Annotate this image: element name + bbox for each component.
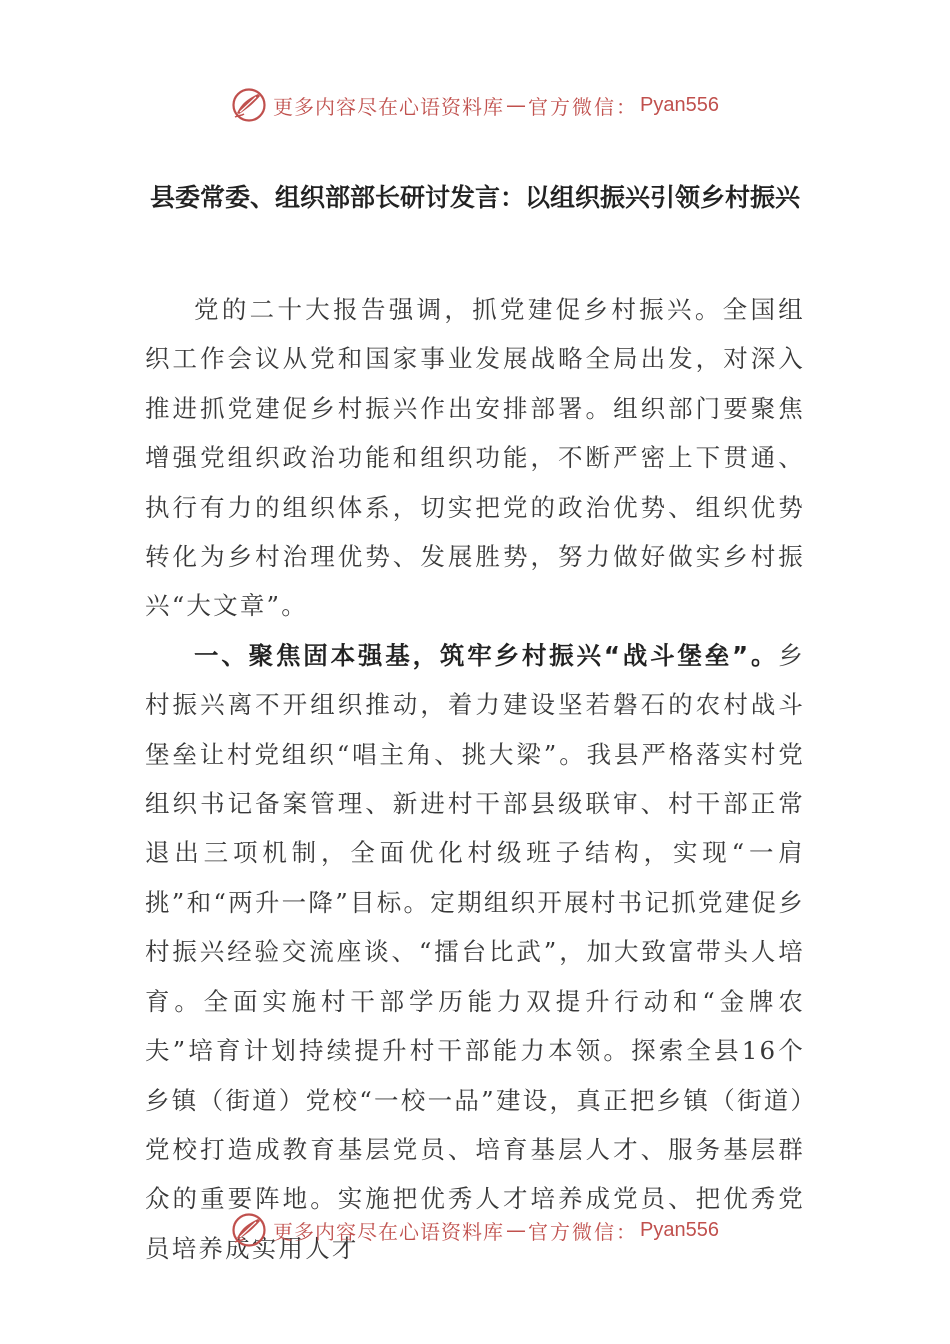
- banner-main-text: 更多内容尽在心语资料库: [273, 1219, 505, 1244]
- paragraph-text: 乡村振兴离不开组织推动，着力建设坚若磐石的农村战斗堡垒让村党组织“唱主角、挑大梁”。我县严格落实村党组织书记备案管理、新进村干部县级联审、村干部正常退出三项机制，全面优化村级班子结构，实现“一肩挑”和“两升一降”目标。定期组织开展村书记抓党建促乡村振兴经验交流座谈、“擂台比武”，加大致富带头人培育。全面实施村干部学历能力双提升行动和“金牌农夫”培育计划持续提升村干部能力本领。探索全县16个乡镇（街道）党校“一校一品”建设，真正把乡镇（街道）党校打造成教育基层党员、培育基层人才、服务基层群众的重要阵地。实施把优秀人才培养成党员、把优秀党员培养成实用人才: [145, 640, 805, 1263]
- document-body: [145, 285, 805, 1273]
- banner-official-label: 官方微信：: [528, 94, 639, 119]
- watermark-banner-bottom: [0, 1205, 950, 1255]
- paragraph-intro: [145, 285, 805, 631]
- pen-logo-icon: [231, 1212, 267, 1248]
- banner-wechat-id: Pyan556: [640, 93, 719, 116]
- banner-dash: —: [506, 93, 527, 117]
- section-heading: 一、聚焦固本强基，筑牢乡村振兴“战斗堡垒”。: [194, 640, 779, 670]
- paragraph-section-1: [145, 631, 805, 1273]
- banner-main-text: 更多内容尽在心语资料库: [273, 94, 505, 119]
- pen-logo-icon: [231, 87, 267, 123]
- document-title: 县委常委、组织部部长研讨发言：以组织振兴引领乡村振兴: [149, 183, 800, 212]
- banner-dash: —: [506, 1218, 527, 1242]
- banner-official-label: 官方微信：: [528, 1219, 639, 1244]
- watermark-banner-top: [0, 80, 950, 130]
- banner-wechat-id: Pyan556: [640, 1218, 719, 1241]
- paragraph-text: 党的二十大报告强调，抓党建促乡村振兴。全国组织工作会议从党和国家事业发展战略全局出发，对深入推进抓党建促乡村振兴作出安排部署。组织部门要聚焦增强党组织政治功能和组织功能，不断严密上下贯通、执行有力的组织体系，切实把党的政治优势、组织优势转化为乡村治理优势、发展胜势，努力做好做实乡村振兴“大文章”。: [145, 295, 805, 621]
